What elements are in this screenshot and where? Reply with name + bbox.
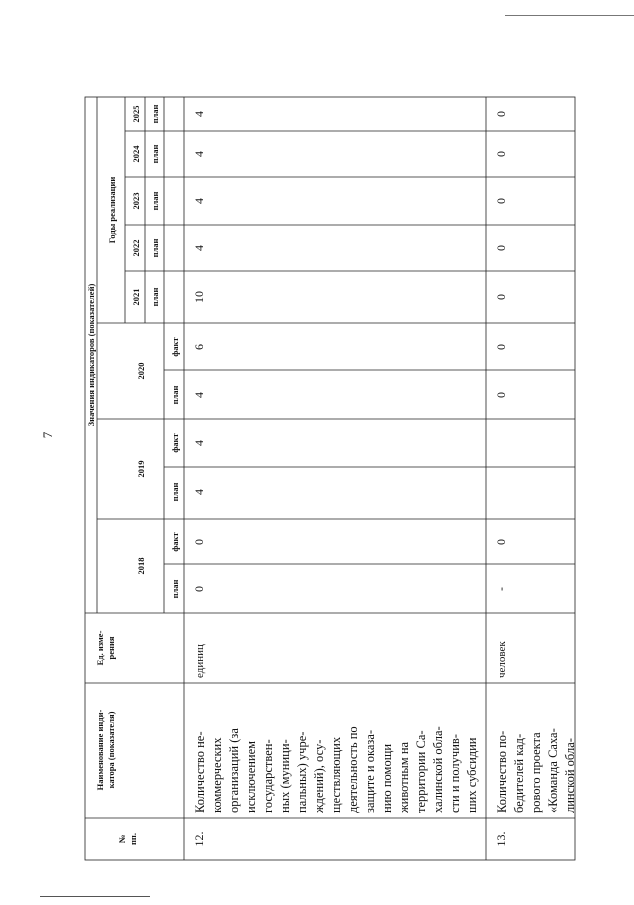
value-plan-2022: 0	[494, 245, 508, 251]
indicator-name-line: халинской обла-	[431, 726, 445, 813]
value-plan-2023: 4	[192, 198, 206, 204]
value-fact-2019: 4	[192, 440, 206, 446]
row-number: 13.	[494, 831, 508, 847]
indicator-name-line: линской обла-	[563, 738, 577, 813]
header-plan-2022: план	[150, 238, 160, 258]
indicator-name-line: пальных) учре-	[295, 731, 309, 813]
value-plan-2024: 0	[494, 151, 508, 157]
header-plan-2020: план	[170, 385, 180, 405]
indicator-name-line: организаций (за	[227, 728, 241, 813]
header-plan-2018: план	[170, 579, 180, 599]
indicator-name-line: территории Са-	[414, 730, 428, 813]
header-name-line1: Наименование инди-	[95, 709, 105, 791]
indicator-name-line: сти и получив-	[448, 734, 462, 813]
header-plan-2023: план	[150, 191, 160, 211]
indicator-name-line: исключением	[244, 740, 258, 813]
header-values: Значения индикаторов (показателей)	[86, 283, 96, 427]
header-fact-2020: факт	[170, 337, 180, 357]
header-plan-2024: план	[150, 144, 160, 164]
indicator-name-line: защите и оказа-	[363, 729, 377, 813]
header-year-2022: 2022	[131, 239, 141, 257]
indicator-name-line: животным на	[397, 741, 411, 813]
table-row	[494, 111, 577, 847]
value-fact-2018: 0	[494, 539, 508, 545]
header-plan-2021: план	[150, 287, 160, 307]
indicator-name-line: «Команда Саха-	[546, 728, 560, 813]
indicator-name-line: Количество не-	[193, 731, 207, 813]
value-plan-2019: 4	[192, 489, 206, 495]
value-plan-2020: 4	[192, 392, 206, 398]
row-number: 12.	[192, 831, 206, 847]
header-year-2023: 2023	[131, 192, 141, 210]
unit-cell: человек	[496, 641, 508, 678]
header-year-2024: 2024	[131, 145, 141, 163]
indicator-name-line: ждений), осу-	[312, 739, 326, 813]
header-year-2018: 2018	[136, 557, 146, 575]
unit-cell: единиц	[194, 644, 206, 678]
header-year-2019: 2019	[136, 460, 146, 478]
header-name-line2: катора (показателя)	[106, 711, 116, 789]
value-plan-2022: 4	[192, 245, 206, 251]
value-fact-2020: 0	[494, 344, 508, 350]
header-year-2020: 2020	[136, 362, 146, 380]
indicator-name-line: государствен-	[261, 739, 275, 813]
indicator-name-line: ществляющих	[329, 736, 343, 813]
indicator-name-line: нию помощи	[380, 743, 394, 813]
indicator-name-line: Количество по-	[495, 730, 509, 813]
indicator-name-line: рового проекта	[529, 732, 543, 813]
header-unit-line2: рения	[106, 636, 116, 660]
indicator-name-line: бедителей кад-	[512, 733, 526, 813]
header-years-impl: Годы реализации	[107, 176, 117, 244]
value-plan-2021: 0	[494, 294, 508, 300]
header-fact-2018: факт	[170, 532, 180, 552]
value-plan-2025: 0	[494, 111, 508, 117]
page-number: 7	[40, 431, 55, 439]
table-row	[192, 111, 479, 847]
indicator-name-line: коммерческих	[210, 737, 224, 813]
header-plan-2025: план	[150, 104, 160, 124]
header-year-2021: 2021	[131, 288, 141, 306]
value-fact-2020: 6	[192, 344, 206, 350]
value-plan-2020: 0	[494, 392, 508, 398]
value-plan-2021: 10	[192, 291, 206, 303]
header-plan-2019: план	[170, 482, 180, 502]
indicator-name-line: ных (муници-	[278, 739, 292, 813]
header-fact-2019: факт	[170, 433, 180, 453]
value-fact-2018: 0	[192, 539, 206, 545]
value-plan-2025: 4	[192, 111, 206, 117]
header-no-line1: №	[117, 834, 127, 844]
header-year-2025: 2025	[131, 105, 141, 123]
indicator-name-line: деятельность по	[346, 726, 360, 813]
value-plan-2024: 4	[192, 151, 206, 157]
header-no-line2: пп.	[128, 833, 138, 845]
value-plan-2018: -	[494, 587, 508, 591]
value-plan-2018: 0	[192, 586, 206, 592]
header-unit-line1: Ед. изме-	[95, 630, 105, 666]
indicator-name-line: ших субсидии	[465, 737, 479, 813]
value-plan-2023: 0	[494, 198, 508, 204]
